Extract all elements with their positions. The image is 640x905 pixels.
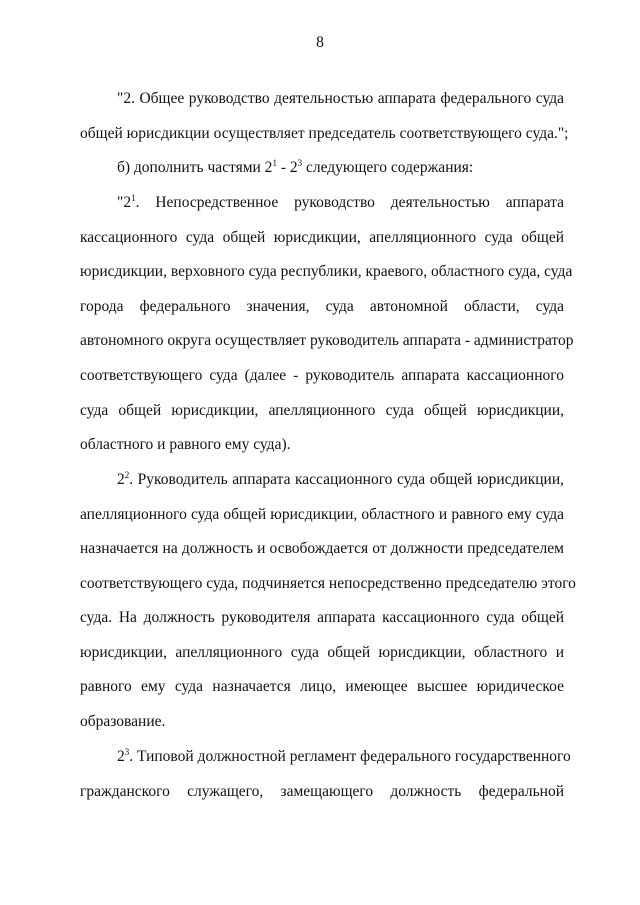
text-line: юрисдикции, верховного суда республики, краевого, областного суда, суда bbox=[80, 263, 573, 280]
text-line: соответствующего суда, подчиняется непосредственно председателю этого bbox=[80, 575, 576, 592]
text-line: общей юрисдикции осуществляет председатель соответствующего суда."; bbox=[80, 125, 569, 142]
text-line: суда. На должность руководителя аппарата кассационного суда общей bbox=[80, 609, 564, 626]
text-line: кассационного суда общей юрисдикции, апелляционного суда общей bbox=[80, 229, 564, 246]
text-line: назначается на должность и освобождается от должности председателем bbox=[80, 540, 564, 557]
text-line: "$2^1$. Непосредственное руководство деятельностью аппарата bbox=[117, 193, 564, 211]
text-line: автономного округа осуществляет руководитель аппарата - администратор bbox=[80, 332, 574, 349]
text-line: образование. bbox=[80, 713, 166, 730]
text-line: $2^2$. Руководитель аппарата кассационного суда общей юрисдикции, bbox=[117, 470, 564, 488]
text-line: апелляционного суда общей юрисдикции, областного и равного ему суда bbox=[80, 506, 564, 523]
text-line: $2^3$. Типовой должностной регламент федерального государственного bbox=[117, 747, 571, 765]
text-line: гражданского служащего, замещающего должность федеральной bbox=[80, 783, 564, 800]
text-line: суда общей юрисдикции, апелляционного суда общей юрисдикции, bbox=[80, 402, 564, 419]
text-line: б) дополнить частями $2^1 - 2^3$ следующего содержания: bbox=[117, 158, 474, 176]
text-line: города федерального значения, суда автономной области, суда bbox=[80, 298, 564, 315]
text-line: областного и равного ему суда). bbox=[80, 436, 291, 453]
text-line: юрисдикции, апелляционного суда общей юрисдикции, областного и bbox=[80, 644, 564, 661]
text-line: равного ему суда назначается лицо, имеющее высшее юридическое bbox=[80, 678, 564, 695]
page-number: 8 bbox=[316, 34, 324, 51]
text-line: "2. Общее руководство деятельностью аппарата федерального суда bbox=[117, 90, 564, 107]
text-line: соответствующего суда (далее - руководитель аппарата кассационного bbox=[80, 367, 564, 384]
